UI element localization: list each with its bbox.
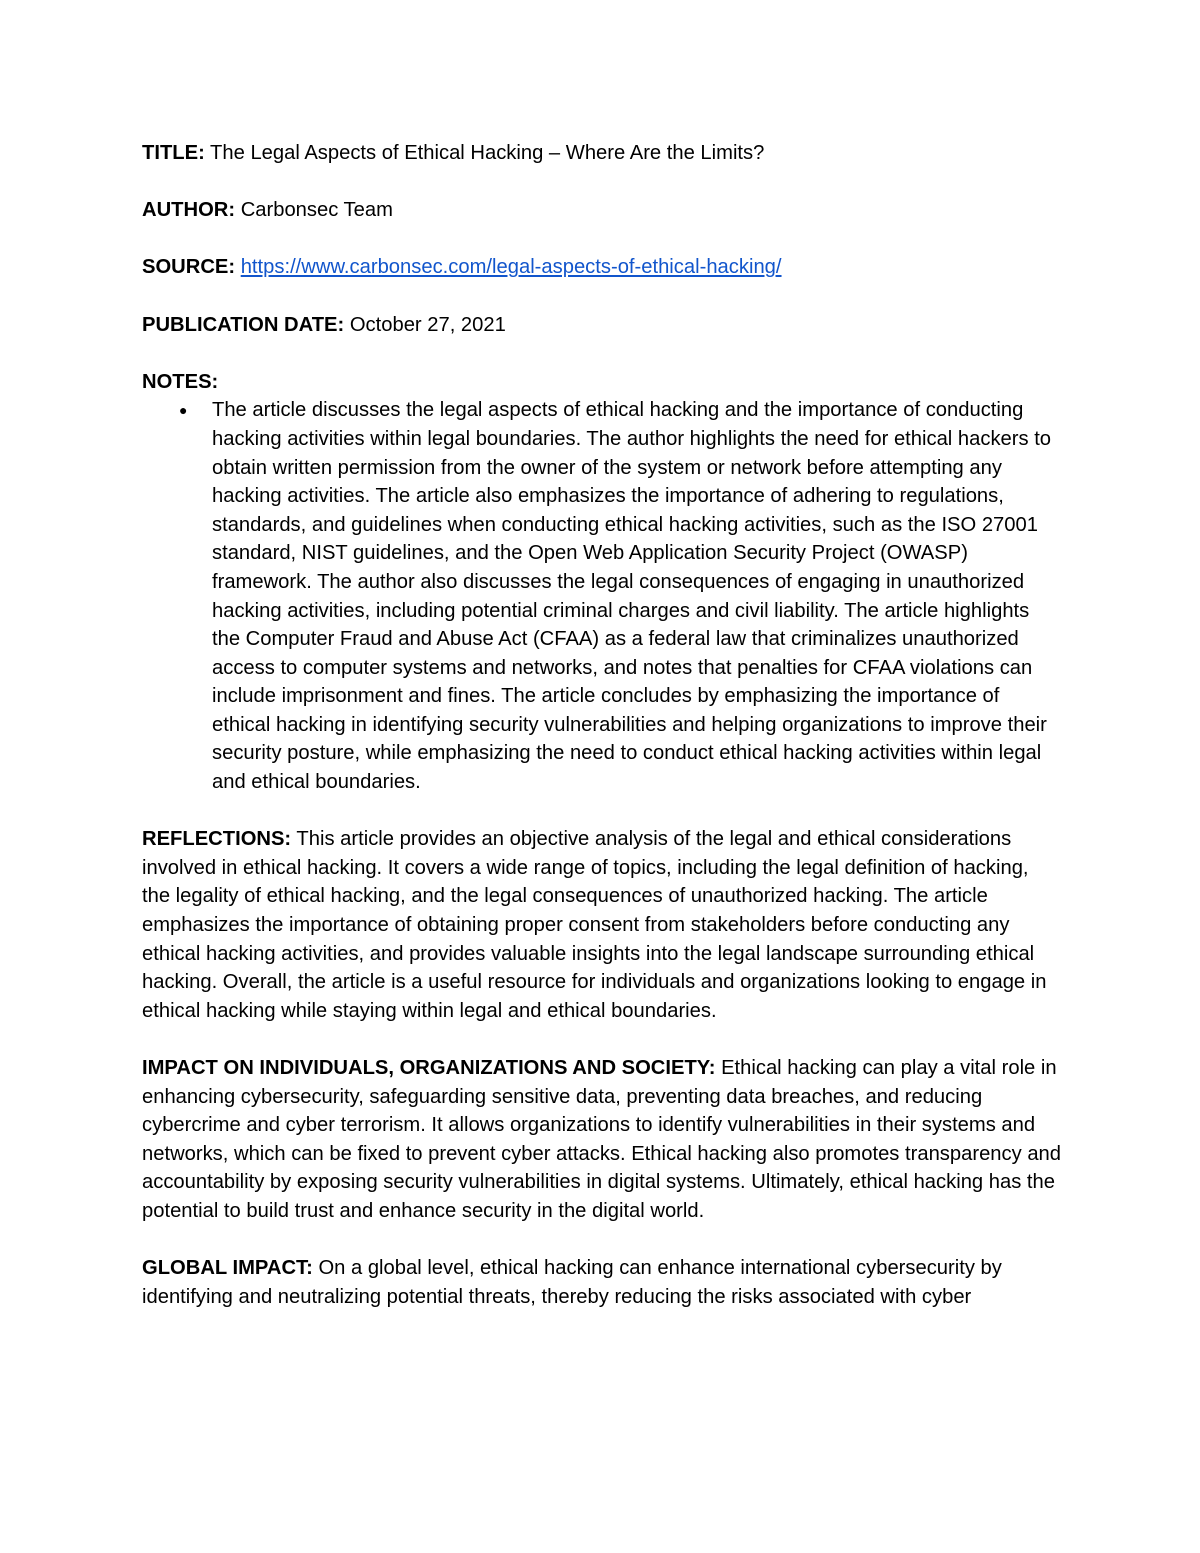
author-value: Carbonsec Team xyxy=(240,199,393,222)
reflections-value: This article provides an objective analysis of the legal and ethical considerations involved in ethical hacking. It covers a wide range of topics, including the legal definition of hacking, the legality of ethical hacking, and the legal consequences of unauthorized hacking. The article emphasizes the importance of obtaining proper consent from stakeholders before conducting any ethical hacking activities, and provides valuable insights into the legal landscape surrounding ethical hacking. Overall, the article is a useful resource for individuals and organizations looking to engage in ethical hacking while staying within legal and ethical boundaries. xyxy=(142,828,1047,1022)
author-label: AUTHOR: xyxy=(142,199,236,222)
notes-item-text: The article discusses the legal aspects of ethical hacking and the importance of conducting hacking activities within legal boundaries. The author highlights the need for ethical hackers to obtain written permission from the owner of the system or network before attempting any hacking activities. The article also emphasizes the importance of adhering to regulations, standards, and guidelines when conducting ethical hacking activities, such as the ISO 27001 standard, NIST guidelines, and the Open Web Application Security Project (OWASP) framework. The author also discusses the legal consequences of engaging in unauthorized hacking activities, including potential criminal charges and civil liability. The article highlights the Computer Fraud and Abuse Act (CFAA) as a federal law that criminalizes unauthorized access to computer systems and networks, and notes that penalties for CFAA violations can include imprisonment and fines. The article concludes by emphasizing the importance of ethical hacking in identifying security vulnerabilities and helping organizations to improve their security posture, while emphasizing the need to conduct ethical hacking activities within legal and ethical boundaries. xyxy=(212,399,1052,794)
publication-date-value: October 27, 2021 xyxy=(349,313,506,336)
source-link[interactable]: https://www.carbonsec.com/legal-aspects-of-ethical-hacking/ xyxy=(240,256,782,279)
list-item xyxy=(179,396,1062,796)
bullet-icon: ● xyxy=(179,402,188,419)
impact-value: Ethical hacking can play a vital role in enhancing cybersecurity, safeguarding sensitive data, preventing data breaches, and reducing cybercrime and cyber terrorism. It allows organizations to identify vulnerabilities in their systems and networks, which can be fixed to prevent cyber attacks. Ethical hacking also promotes transparency and accountability by exposing security vulnerabilities in digital systems. Ultimately, ethical hacking has the potential to build trust and enhance security in the digital world. xyxy=(142,1057,1062,1222)
impact-field xyxy=(142,1054,1062,1226)
author-field xyxy=(142,196,1062,225)
impact-label: IMPACT ON INDIVIDUALS, ORGANIZATIONS AND SOCIETY: xyxy=(142,1057,716,1079)
source-label: SOURCE: xyxy=(142,256,236,279)
publication-date-field xyxy=(142,311,1062,340)
document-page xyxy=(142,139,1062,1340)
reflections-field xyxy=(142,825,1062,1025)
notes-label: NOTES: xyxy=(142,370,219,393)
title-label: TITLE: xyxy=(142,142,205,164)
global-impact-label: GLOBAL IMPACT: xyxy=(142,1257,313,1280)
global-impact-value: On a global level, ethical hacking can enhance international cybersecurity by identifying and neutralizing potential threats, thereby reducing the risks associated with cyber xyxy=(142,1257,1002,1308)
global-impact-field xyxy=(142,1254,1062,1311)
reflections-label: REFLECTIONS: xyxy=(142,828,292,851)
title-field xyxy=(142,139,1062,168)
source-field xyxy=(142,253,1062,282)
publication-date-label: PUBLICATION DATE: xyxy=(142,313,345,336)
notes-field xyxy=(142,368,1062,397)
notes-list xyxy=(142,396,1062,796)
title-value: The Legal Aspects of Ethical Hacking – Where Are the Limits? xyxy=(210,142,765,164)
